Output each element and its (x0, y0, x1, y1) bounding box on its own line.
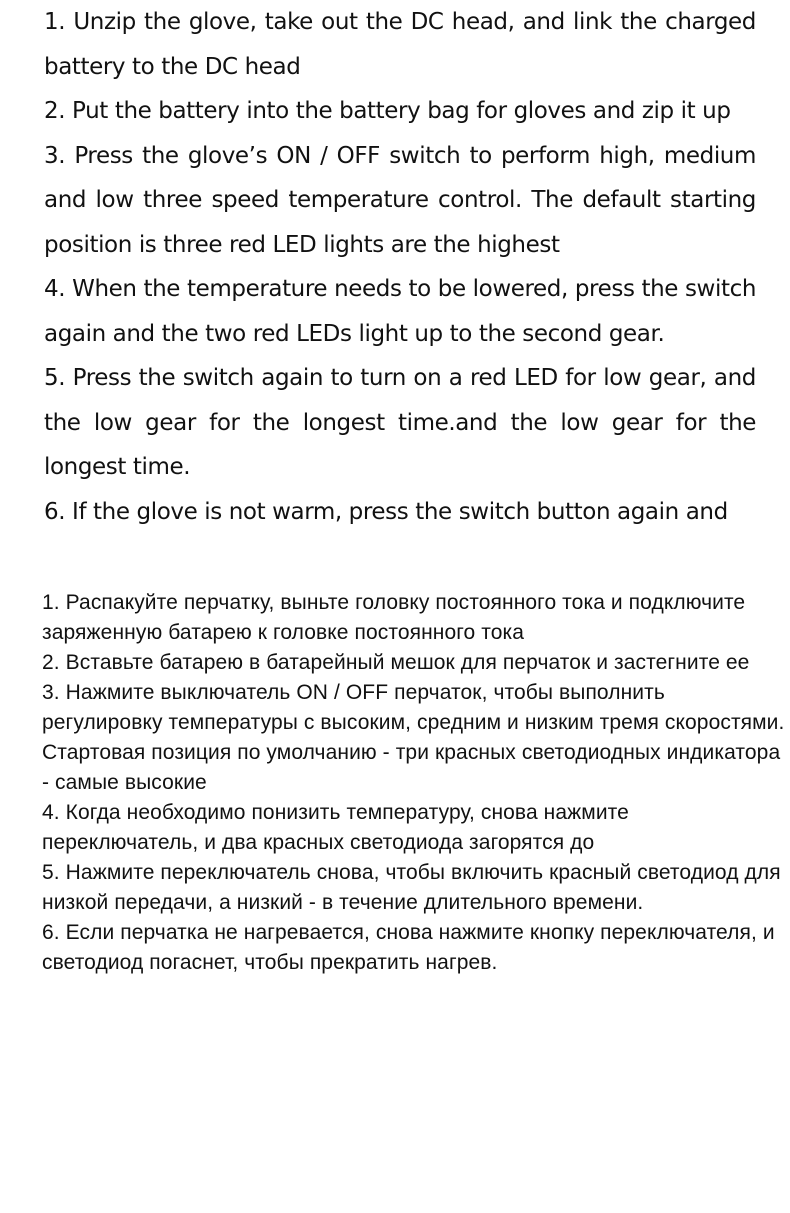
english-step-2: 2. Put the battery into the battery bag for gloves and zip it up (44, 98, 731, 124)
english-step-3: 3. Press the glove’s ON / OFF switch to perform high, medium and low three speed temperature control. The default starting position is three red LED lights are the highest (44, 142, 756, 258)
english-step-5: 5. Press the switch again to turn on a red LED for low gear, and the low gear for the longest time.and the low gear for the longest time. (44, 365, 756, 480)
russian-step-1: 1. Распакуйте перчатку, выньте головку постоянного тока и подключите заряженную батарею к головке постоянного тока (42, 591, 746, 644)
russian-step-5: 5. Нажмите переключатель снова, чтобы включить красный светодиод для низкой передачи, а низкий - в течение длительного времени. (42, 861, 781, 914)
english-step-1: 1. Unzip the glove, take out the DC head, and link the charged battery to the DC head (44, 9, 756, 80)
russian-step-6: 6. Если перчатка не нагревается, снова нажмите кнопку переключателя, и светодиод погаснет, чтобы прекратить нагрев. (42, 921, 775, 974)
english-instructions (44, 0, 756, 534)
russian-step-4: 4. Когда необходимо понизить температуру, снова нажмите переключатель, и два красных светодиода загорятся до (42, 801, 629, 854)
english-step-6: 6. If the glove is not warm, press the switch button again and (44, 498, 728, 525)
russian-instructions (42, 588, 788, 978)
russian-step-2: 2. Вставьте батарею в батарейный мешок для перчаток и застегните ее (42, 651, 750, 674)
english-step-4: 4. When the temperature needs to be lowered, press the switch again and the two red LEDs light up to the second gear. (44, 276, 756, 347)
russian-step-3: 3. Нажмите выключатель ON / OFF перчаток, чтобы выполнить регулировку температуры с высоким, средним и низким тремя скоростями. Стартовая позиция по умолчанию - три красных светодиодных индикатора - самые высокие (42, 681, 785, 794)
